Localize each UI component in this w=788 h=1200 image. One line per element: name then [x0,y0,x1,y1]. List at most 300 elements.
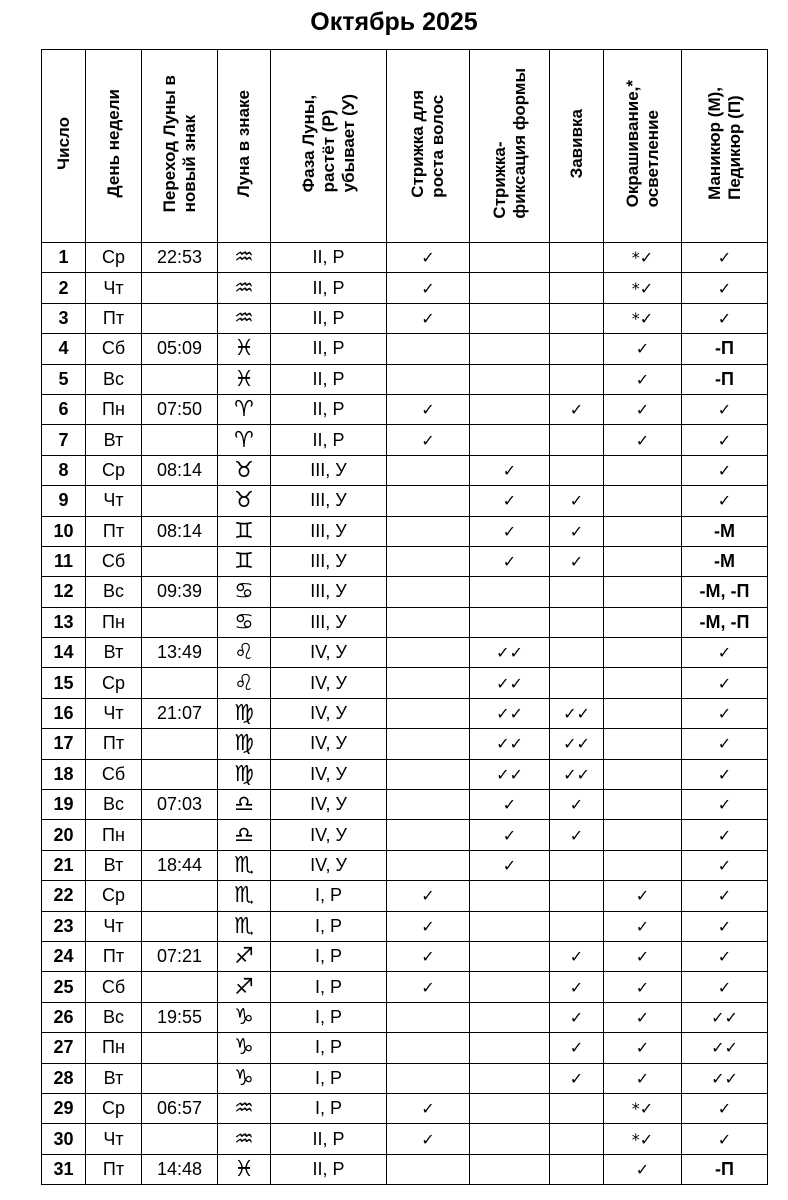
header-moon-sign: Луна в знаке [234,89,253,198]
zodiac-sign-icon: ♒ [218,1093,271,1123]
cut-growth-mark [387,455,470,485]
coloring-mark: ✓ [604,911,682,941]
cut-fixation-mark: ✓✓ [470,698,550,728]
manicure-mark: ✓ [682,881,768,911]
cut-fixation-mark [470,394,550,424]
manicure-mark: ✓ [682,638,768,668]
manicure-mark: -П [682,364,768,394]
header-number: Число [53,117,73,170]
moon-phase: IV, У [271,729,387,759]
perm-mark [550,303,604,333]
coloring-mark: ✓ [604,394,682,424]
moon-transition-time: 07:50 [142,394,218,424]
weekday: Чт [86,1124,142,1154]
cut-fixation-mark: ✓✓ [470,729,550,759]
manicure-mark: -М, -П [682,607,768,637]
zodiac-sign-icon: ♍ [218,729,271,759]
moon-transition-time [142,820,218,850]
moon-phase: III, У [271,486,387,516]
coloring-mark [604,759,682,789]
manicure-mark: ✓ [682,394,768,424]
weekday: Пт [86,941,142,971]
header-row [42,50,768,243]
cut-growth-mark: ✓ [387,394,470,424]
header-cell [86,50,142,243]
zodiac-sign-icon: ♐ [218,941,271,971]
perm-mark [550,577,604,607]
moon-transition-time [142,881,218,911]
zodiac-sign-icon: ♍ [218,759,271,789]
moon-phase: II, Р [271,425,387,455]
zodiac-sign-icon: ♈ [218,425,271,455]
perm-mark [550,425,604,455]
cut-growth-mark [387,1033,470,1063]
cut-growth-mark [387,820,470,850]
moon-phase: II, Р [271,1154,387,1184]
moon-transition-time: 22:53 [142,243,218,273]
cut-fixation-mark: ✓ [470,820,550,850]
cut-fixation-mark [470,941,550,971]
weekday: Чт [86,273,142,303]
table-row [42,881,768,911]
moon-phase: I, Р [271,911,387,941]
day-number: 11 [42,546,86,576]
moon-transition-time: 07:03 [142,790,218,820]
coloring-mark: *✓ [604,273,682,303]
table-row [42,759,768,789]
cut-fixation-mark: ✓ [470,790,550,820]
weekday: Сб [86,759,142,789]
perm-mark [550,1124,604,1154]
table-row [42,1154,768,1184]
coloring-mark: ✓ [604,941,682,971]
coloring-mark [604,546,682,576]
manicure-mark: ✓ [682,668,768,698]
manicure-mark: ✓ [682,850,768,880]
day-number: 5 [42,364,86,394]
cut-fixation-mark [470,273,550,303]
day-number: 13 [42,607,86,637]
table-row [42,546,768,576]
day-number: 27 [42,1033,86,1063]
header-weekday: День недели [103,89,123,198]
perm-mark [550,243,604,273]
coloring-mark [604,729,682,759]
cut-growth-mark: ✓ [387,972,470,1002]
coloring-mark: *✓ [604,1093,682,1123]
perm-mark: ✓ [550,1063,604,1093]
moon-transition-time [142,759,218,789]
table-row [42,638,768,668]
coloring-mark: *✓ [604,1124,682,1154]
coloring-mark [604,516,682,546]
cut-fixation-mark [470,1093,550,1123]
table-row [42,1002,768,1032]
perm-mark [550,334,604,364]
moon-phase: I, Р [271,972,387,1002]
coloring-mark [604,850,682,880]
cut-fixation-mark [470,1002,550,1032]
zodiac-sign-icon: ♏ [218,911,271,941]
perm-mark: ✓ [550,941,604,971]
perm-mark: ✓ [550,516,604,546]
manicure-mark: ✓ [682,273,768,303]
moon-phase: II, Р [271,334,387,364]
day-number: 9 [42,486,86,516]
cut-growth-mark: ✓ [387,425,470,455]
manicure-mark: -М [682,546,768,576]
manicure-mark: ✓ [682,820,768,850]
zodiac-sign-icon: ♊ [218,546,271,576]
day-number: 7 [42,425,86,455]
cut-fixation-mark [470,577,550,607]
moon-transition-time: 08:14 [142,455,218,485]
perm-mark: ✓ [550,394,604,424]
perm-mark: ✓✓ [550,759,604,789]
day-number: 24 [42,941,86,971]
cut-growth-mark: ✓ [387,941,470,971]
manicure-mark: ✓✓ [682,1063,768,1093]
perm-mark: ✓ [550,486,604,516]
zodiac-sign-icon: ♒ [218,303,271,333]
table-row [42,850,768,880]
weekday: Пн [86,607,142,637]
perm-mark [550,1093,604,1123]
manicure-mark: ✓ [682,941,768,971]
zodiac-sign-icon: ♌ [218,638,271,668]
cut-growth-mark [387,668,470,698]
zodiac-sign-icon: ♊ [218,516,271,546]
zodiac-sign-icon: ♑ [218,1002,271,1032]
header-manicure: Маникюр (М), Педикюр (П) [704,87,744,200]
moon-transition-time [142,1033,218,1063]
coloring-mark [604,455,682,485]
coloring-mark: ✓ [604,364,682,394]
weekday: Вс [86,1002,142,1032]
moon-phase: IV, У [271,668,387,698]
manicure-mark: ✓ [682,455,768,485]
coloring-mark: ✓ [604,334,682,364]
day-number: 10 [42,516,86,546]
header-moon-phase: Фаза Луны, растёт (Р) убывает (У) [298,94,358,193]
zodiac-sign-icon: ♏ [218,881,271,911]
moon-phase: IV, У [271,850,387,880]
moon-transition-time: 14:48 [142,1154,218,1184]
moon-phase: I, Р [271,881,387,911]
zodiac-sign-icon: ♑ [218,1033,271,1063]
cut-fixation-mark: ✓✓ [470,759,550,789]
table-row [42,698,768,728]
table-row [42,820,768,850]
coloring-mark: ✓ [604,425,682,455]
manicure-mark: ✓ [682,425,768,455]
zodiac-sign-icon: ♏ [218,850,271,880]
cut-fixation-mark: ✓✓ [470,668,550,698]
weekday: Вт [86,1063,142,1093]
cut-fixation-mark [470,1124,550,1154]
cut-growth-mark [387,759,470,789]
manicure-mark: ✓✓ [682,1033,768,1063]
cut-fixation-mark: ✓ [470,516,550,546]
weekday: Вс [86,577,142,607]
perm-mark [550,455,604,485]
zodiac-sign-icon: ♒ [218,273,271,303]
coloring-mark [604,638,682,668]
moon-phase: II, Р [271,243,387,273]
coloring-mark [604,668,682,698]
cut-fixation-mark: ✓ [470,546,550,576]
manicure-mark: ✓ [682,1124,768,1154]
cut-fixation-mark: ✓ [470,455,550,485]
zodiac-sign-icon: ♉ [218,455,271,485]
cut-growth-mark: ✓ [387,1093,470,1123]
table-row [42,273,768,303]
zodiac-sign-icon: ♎ [218,820,271,850]
perm-mark [550,850,604,880]
header-cell [470,50,550,243]
table-row [42,1124,768,1154]
moon-transition-time [142,425,218,455]
day-number: 30 [42,1124,86,1154]
moon-phase: II, Р [271,1124,387,1154]
manicure-mark: -П [682,334,768,364]
weekday: Пн [86,394,142,424]
cut-fixation-mark [470,1063,550,1093]
perm-mark: ✓ [550,546,604,576]
coloring-mark [604,698,682,728]
moon-transition-time: 08:14 [142,516,218,546]
moon-phase: II, Р [271,394,387,424]
zodiac-sign-icon: ♐ [218,972,271,1002]
cut-fixation-mark: ✓ [470,486,550,516]
day-number: 29 [42,1093,86,1123]
moon-phase: II, Р [271,364,387,394]
cut-growth-mark [387,638,470,668]
manicure-mark: ✓ [682,303,768,333]
manicure-mark: ✓ [682,243,768,273]
perm-mark: ✓ [550,790,604,820]
day-number: 25 [42,972,86,1002]
table-row [42,334,768,364]
cut-growth-mark: ✓ [387,273,470,303]
table-row [42,303,768,333]
moon-phase: III, У [271,546,387,576]
cut-growth-mark [387,577,470,607]
cut-growth-mark [387,1002,470,1032]
moon-phase: IV, У [271,790,387,820]
moon-transition-time: 18:44 [142,850,218,880]
perm-mark [550,668,604,698]
manicure-mark: ✓ [682,790,768,820]
weekday: Ср [86,455,142,485]
cut-fixation-mark [470,334,550,364]
day-number: 15 [42,668,86,698]
coloring-mark: *✓ [604,243,682,273]
table-row [42,668,768,698]
zodiac-sign-icon: ♑ [218,1063,271,1093]
header-cell [550,50,604,243]
header-cut-growth: Стрижка для роста волос [408,89,447,198]
coloring-mark [604,577,682,607]
cut-fixation-mark [470,1033,550,1063]
day-number: 23 [42,911,86,941]
coloring-mark: ✓ [604,1033,682,1063]
table-row [42,1063,768,1093]
perm-mark: ✓ [550,1033,604,1063]
header-moon-transition: Переход Луны в новый знак [159,74,199,213]
page-title: Октябрь 2025 [310,8,478,36]
perm-mark [550,881,604,911]
weekday: Вс [86,790,142,820]
table-row [42,941,768,971]
perm-mark [550,638,604,668]
perm-mark [550,1154,604,1184]
zodiac-sign-icon: ♋ [218,607,271,637]
moon-transition-time [142,911,218,941]
weekday: Сб [86,334,142,364]
cut-growth-mark [387,729,470,759]
manicure-mark: -П [682,1154,768,1184]
cut-fixation-mark [470,1154,550,1184]
moon-transition-time: 06:57 [142,1093,218,1123]
day-number: 2 [42,273,86,303]
weekday: Чт [86,911,142,941]
day-number: 14 [42,638,86,668]
day-number: 16 [42,698,86,728]
cut-growth-mark: ✓ [387,303,470,333]
moon-transition-time [142,729,218,759]
moon-transition-time: 21:07 [142,698,218,728]
cut-growth-mark [387,334,470,364]
coloring-mark: *✓ [604,303,682,333]
perm-mark: ✓ [550,972,604,1002]
header-cut-fixation: Стрижка- фиксация формы [489,68,529,219]
moon-phase: II, Р [271,273,387,303]
moon-transition-time [142,546,218,576]
table-body [42,243,768,1185]
weekday: Пн [86,1033,142,1063]
coloring-mark: ✓ [604,972,682,1002]
table-row [42,1093,768,1123]
moon-transition-time: 09:39 [142,577,218,607]
manicure-mark: ✓ [682,972,768,1002]
zodiac-sign-icon: ♒ [218,1124,271,1154]
day-number: 8 [42,455,86,485]
moon-phase: III, У [271,455,387,485]
perm-mark: ✓ [550,820,604,850]
cut-fixation-mark: ✓ [470,850,550,880]
cut-fixation-mark [470,972,550,1002]
zodiac-sign-icon: ♈ [218,394,271,424]
moon-phase: III, У [271,516,387,546]
manicure-mark: ✓ [682,759,768,789]
cut-growth-mark [387,1063,470,1093]
cut-growth-mark [387,607,470,637]
moon-phase: IV, У [271,820,387,850]
coloring-mark: ✓ [604,881,682,911]
cut-growth-mark [387,516,470,546]
cut-growth-mark [387,364,470,394]
zodiac-sign-icon: ♒ [218,243,271,273]
cut-growth-mark [387,698,470,728]
cut-fixation-mark [470,303,550,333]
moon-transition-time [142,1124,218,1154]
weekday: Пт [86,303,142,333]
perm-mark: ✓✓ [550,698,604,728]
weekday: Чт [86,698,142,728]
table-row [42,790,768,820]
cut-growth-mark: ✓ [387,243,470,273]
table-row [42,364,768,394]
moon-phase: I, Р [271,1093,387,1123]
day-number: 3 [42,303,86,333]
cut-fixation-mark [470,607,550,637]
moon-phase: IV, У [271,759,387,789]
day-number: 21 [42,850,86,880]
moon-phase: IV, У [271,638,387,668]
coloring-mark [604,607,682,637]
weekday: Чт [86,486,142,516]
coloring-mark [604,820,682,850]
table-row [42,455,768,485]
table-row [42,425,768,455]
zodiac-sign-icon: ♎ [218,790,271,820]
zodiac-sign-icon: ♍ [218,698,271,728]
zodiac-sign-icon: ♓ [218,1154,271,1184]
perm-mark [550,911,604,941]
weekday: Сб [86,546,142,576]
table-row [42,577,768,607]
cut-fixation-mark [470,243,550,273]
coloring-mark: ✓ [604,1002,682,1032]
perm-mark: ✓✓ [550,729,604,759]
manicure-mark: -М, -П [682,577,768,607]
table-row [42,607,768,637]
manicure-mark: ✓ [682,1093,768,1123]
weekday: Вт [86,638,142,668]
lunar-calendar-table [41,49,768,1185]
weekday: Сб [86,972,142,1002]
moon-phase: I, Р [271,941,387,971]
table-row [42,394,768,424]
zodiac-sign-icon: ♉ [218,486,271,516]
zodiac-sign-icon: ♓ [218,364,271,394]
day-number: 1 [42,243,86,273]
moon-phase: IV, У [271,698,387,728]
header-coloring: Окрашивание,* осветление [622,79,662,208]
header-cell [142,50,218,243]
day-number: 12 [42,577,86,607]
perm-mark: ✓ [550,1002,604,1032]
header-cell [42,50,86,243]
cut-growth-mark [387,790,470,820]
perm-mark [550,364,604,394]
manicure-mark: ✓ [682,698,768,728]
day-number: 17 [42,729,86,759]
header-cell [604,50,682,243]
cut-fixation-mark [470,364,550,394]
day-number: 26 [42,1002,86,1032]
cut-fixation-mark [470,425,550,455]
moon-transition-time: 19:55 [142,1002,218,1032]
table-row [42,1033,768,1063]
cut-growth-mark: ✓ [387,881,470,911]
manicure-mark: ✓✓ [682,1002,768,1032]
moon-transition-time [142,972,218,1002]
coloring-mark [604,790,682,820]
day-number: 20 [42,820,86,850]
header-cell [682,50,768,243]
